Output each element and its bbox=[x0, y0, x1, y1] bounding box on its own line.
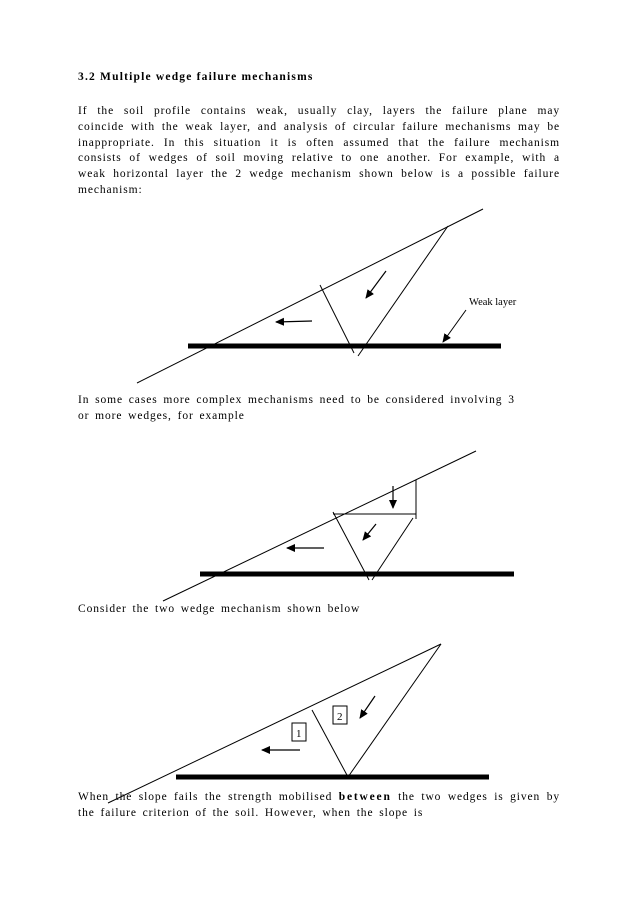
slope-surface-line-2 bbox=[163, 451, 476, 601]
wedge-2-label: 2 bbox=[337, 711, 343, 723]
weak-layer-pointer bbox=[443, 310, 466, 342]
back-failure-plane-line-2 bbox=[372, 518, 413, 580]
paragraph-consider bbox=[78, 602, 478, 618]
slope-surface-line bbox=[137, 209, 483, 383]
paragraph-text: If the soil profile contains weak, usually clay, layers the failure plane may coincide with the weak layer, and analysis of circular failure mechanisms may be inappropriate. In this situation it is often assumed that the failure mechanism consists of wedges of soil moving relative to one another. For example, with a weak horizontal layer the 2 wedge mechanism shown below is a possible failure mechanism: bbox=[78, 105, 560, 196]
movement-arrow-down bbox=[366, 271, 386, 298]
paragraph-text bbox=[78, 790, 560, 822]
text-after: the two wedges is given by the failure criterion of the soil. However, when the slope is bbox=[78, 791, 561, 819]
wedge-boundary-line-2 bbox=[333, 512, 369, 580]
three-wedge-figure bbox=[163, 451, 514, 601]
section-heading: 3.2 Multiple wedge failure mechanisms bbox=[78, 71, 314, 83]
movement-arrow-diagonal-2 bbox=[363, 524, 376, 540]
wedge-boundary-line bbox=[320, 285, 354, 353]
back-failure-plane-line-3 bbox=[348, 644, 441, 777]
movement-arrow-diagonal-3 bbox=[360, 696, 375, 718]
paragraph-complex-mechanisms bbox=[78, 393, 518, 425]
movement-arrow-left bbox=[276, 321, 312, 322]
paragraph-text: In some cases more complex mechanisms need to be considered involving 3 or more wedges, for example bbox=[78, 394, 515, 422]
paragraph-text: Consider the two wedge mechanism shown below bbox=[78, 603, 361, 615]
numbered-two-wedge-figure bbox=[108, 644, 489, 803]
emphasis-between: between bbox=[338, 791, 392, 803]
wedge-1-label: 1 bbox=[296, 728, 302, 740]
weak-layer-label: Weak layer bbox=[469, 297, 517, 308]
text-before: When the slope fails the strength mobilised bbox=[78, 791, 339, 803]
paragraph-strength-mobilised bbox=[78, 790, 560, 822]
figure-1-geometry bbox=[137, 209, 517, 383]
